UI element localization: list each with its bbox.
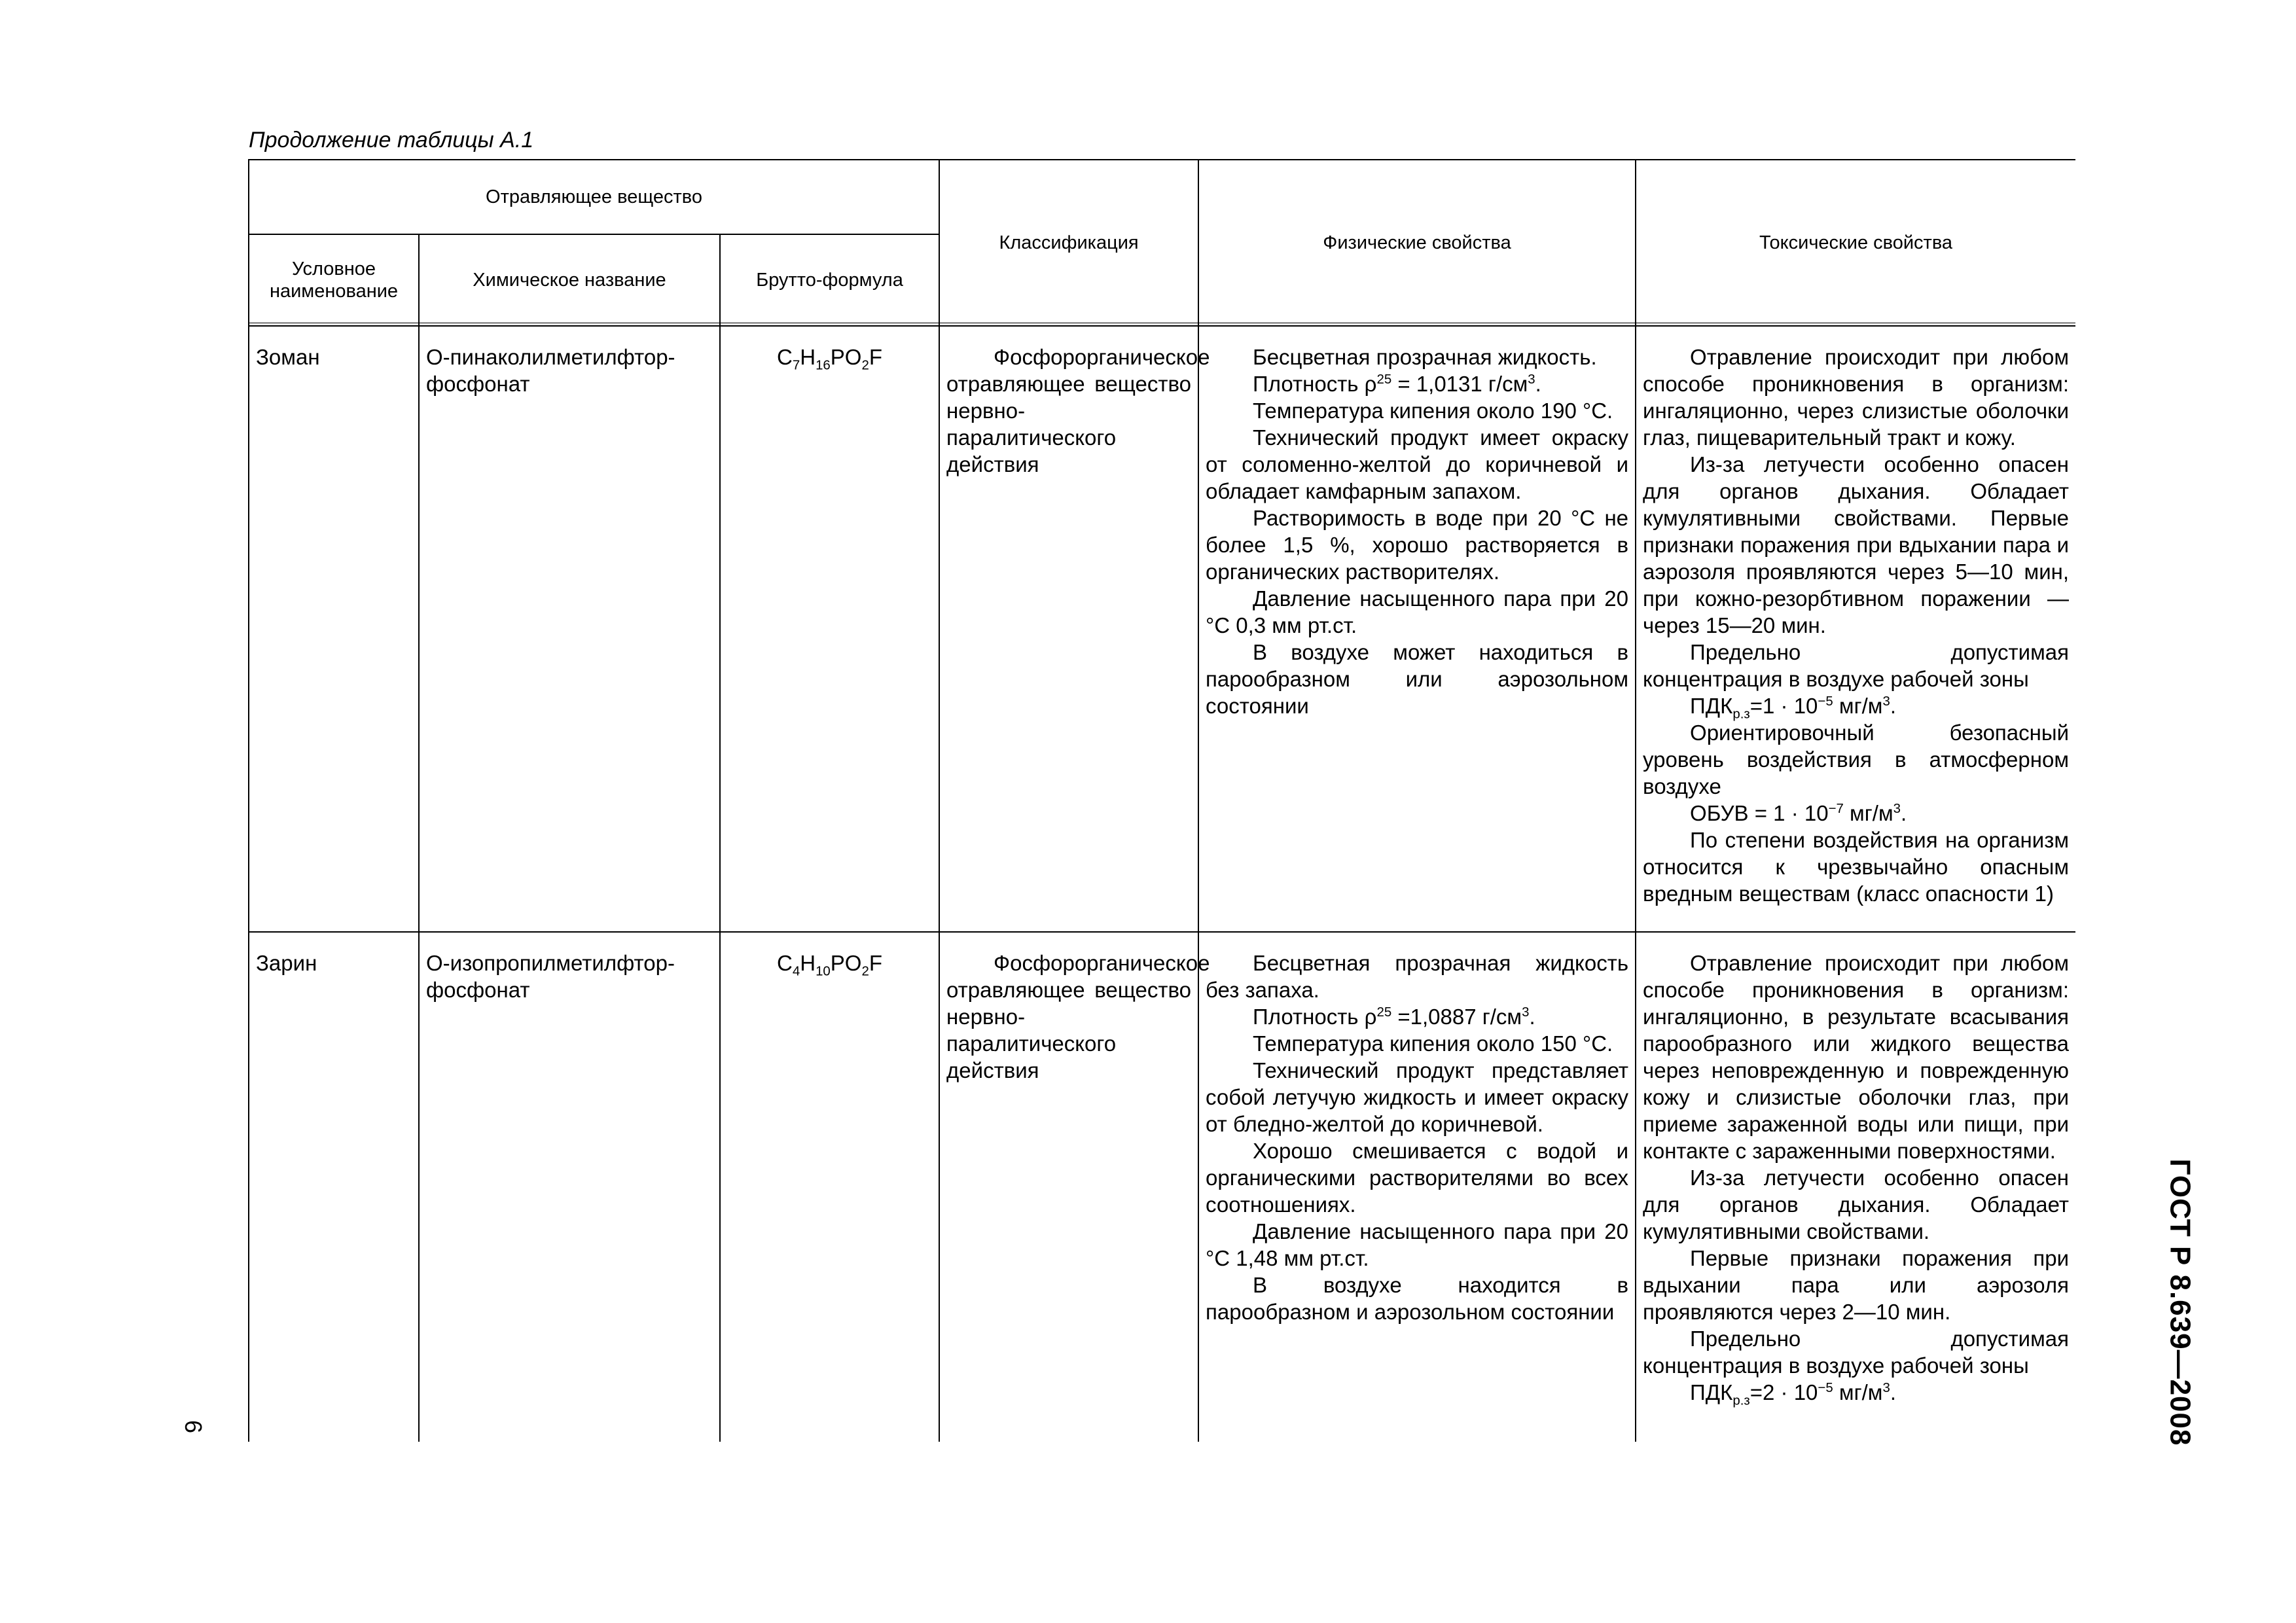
cell-classification: Фосфорорганическое отравляющее вещество нервно-паралитического действия (939, 326, 1198, 932)
header-classification: Классификация (939, 160, 1198, 326)
data-table (248, 159, 2075, 1442)
cell-toxic-properties: Отравление происходит при любом способе проникновения в организм: ингаляционно, через слизистые оболочки глаз, пищеварительный тракт и кожу. Из-за летучести особенно опасен для органов дыхания. Обладает кумулятивными свойствами. Первые признаки поражения при вдыхании пара и аэрозоля проявляются через 5—10 мин, при кожно-резорбтивном поражении — через 15—20 мин. Предельно допустимая концентрация в воздухе рабочей зоны $ПДК_{р.з}=1 \cdot 10^{-5}$ $мг/м^3$. Ориентировочный безопасный уровень воздействия в атмосферном воздухе ОБУВ = $1 \cdot 10^{-7}$ $мг/м^3$. По степени воздействия на организм относится к чрезвычайно опасным вредным веществам (класс опасности 1) (1636, 326, 2075, 932)
cell-chemical-name: О-пинаколилметилфтор-фосфонат (419, 326, 720, 932)
cell-chemical-name: О-изопропилметилфтор-фосфонат (419, 932, 720, 1442)
cell-classification: Фосфорорганическое отравляющее вещество нервно-паралитического действия (939, 932, 1198, 1442)
cell-physical-properties: Бесцветная прозрачная жидкость без запаха. Плотность $\rho^{25} =1,0887$ $г/см^3$. Температура кипения около 150 °C. Технический продукт представляет собой летучую жидкость и имеет окраску от бледно-желтой до коричневой. Хорошо смешивается с водой и органическими растворителями во всех соотношениях. Давление насыщенного пара при 20 °C 1,48 мм рт.ст. В воздухе находится в парообразном и аэрозольном состоянии (1198, 932, 1636, 1442)
header-conventional-name: Условное наименование (249, 234, 419, 326)
header-physical-properties: Физические свойства (1198, 160, 1636, 326)
cell-toxic-properties: Отравление происходит при любом способе проникновения в организм: ингаляционно, в результате всасывания парообразного или жидкого вещества через неповрежденную и поврежденную кожу и слизистые оболочки глаз, при приеме зараженной воды или пищи, при контакте с зараженными поверхностями. Из-за летучести особенно опасен для органов дыхания. Обладает кумулятивными свойствами. Первые признаки поражения при вдыхании пара или аэрозоля проявляются через 2—10 мин. Предельно допустимая концентрация в воздухе рабочей зоны $ПДК_{р.з}=2 \cdot 10^{-5}$ $мг/м^3$. (1636, 932, 2075, 1442)
header-chemical-name: Химическое название (419, 234, 720, 326)
table-row (249, 932, 2075, 1442)
table-row (249, 326, 2075, 932)
cell-conventional-name: Зоман (249, 326, 419, 932)
header-toxic-properties: Токсические свойства (1636, 160, 2075, 326)
cell-physical-properties: Бесцветная прозрачная жидкость. Плотность $\rho^{25} = 1,0131$ $г/см^3$. Температура кипения около 190 °C. Технический продукт имеет окраску от соломенно-желтой до коричневой и обладает камфарным запахом. Растворимость в воде при 20 °C не более 1,5 %, хорошо растворяется в органических растворителях. Давление насыщенного пара при 20 °C 0,3 мм рт.ст. В воздухе может находиться в парообразном или аэрозольном состоянии (1198, 326, 1636, 932)
table-caption: Продолжение таблицы А.1 (249, 128, 534, 152)
header-agent-group: Отравляющее вещество (249, 160, 939, 234)
header-gross-formula: Брутто-формула (720, 234, 939, 326)
cell-gross-formula: $C_7H_{16}PO_2F$ (720, 326, 939, 932)
page-number: 6 (180, 1419, 207, 1434)
cell-conventional-name: Зарин (249, 932, 419, 1442)
document-code: ГОСТ Р 8.639—2008 (2164, 1158, 2196, 1446)
cell-gross-formula: $C_4H_{10}PO_2F$ (720, 932, 939, 1442)
